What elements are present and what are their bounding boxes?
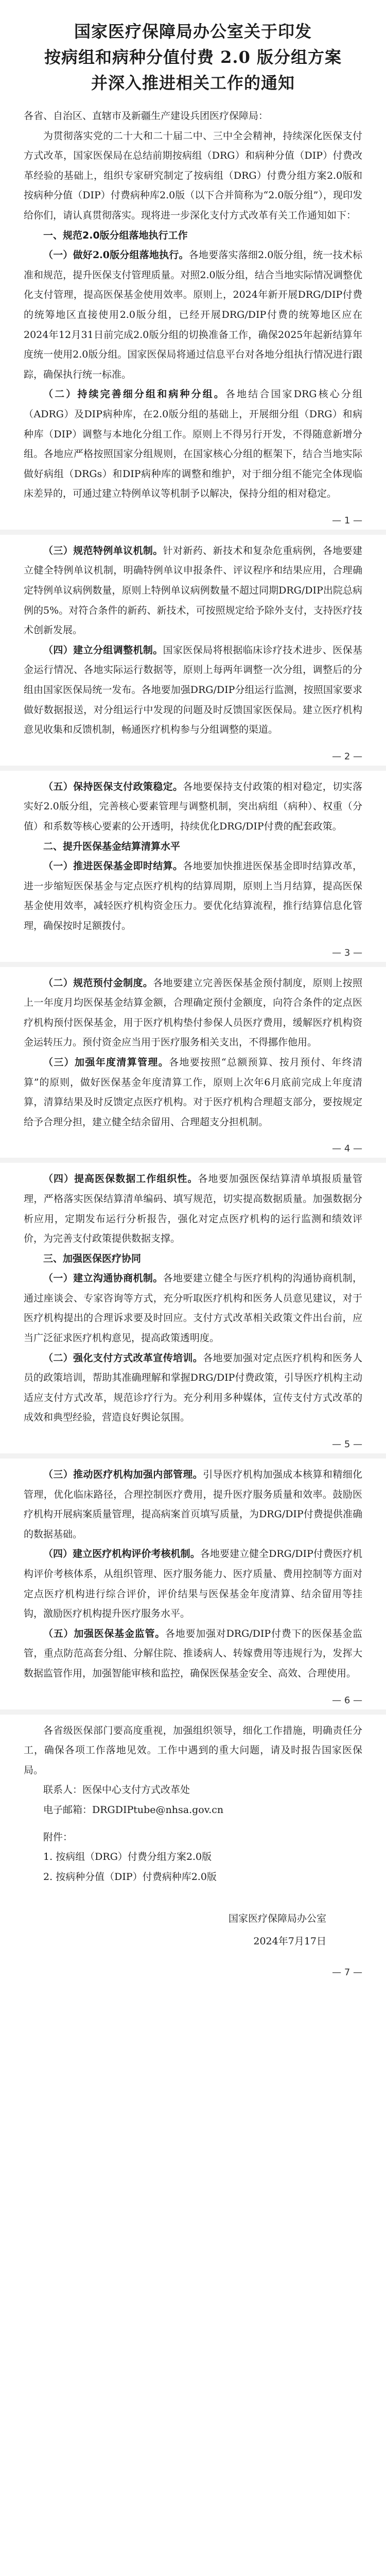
intro-paragraph: 为贯彻落实党的二十大和二十届二中、三中全会精神，持续深化医保支付方式改革，国家医保局在总结前期按病组（DRG）和病种分值（DIP）付费改革经验的基础上，组织专家研究制定了按病组（DRG）付费分组方案2.0版和按病种分值（DIP）付费病种库2.0版（以下合并简称为“2.0版分组”），现印发给你们，请认真贯彻落实。现将进一步深化支付方式改革有关工作通知如下： [24,130,362,221]
section-2-item-2: （二）规范预付金制度。各地要建立完善医保基金预付制度，原则上按照上一年度月均医保基金结算金额，合理确定预付金额度，向符合条件的定点医疗机构预付医保基金，用于医疗机构垫付参保人员医疗费用，缓解医疗机构资金运转压力。预付资金应当用于医疗服务相关支出，不得挪作他用。 [24,977,362,1048]
page-separator [0,1453,386,1459]
document-title [0,0,386,96]
section-2-item-3: （三）加强年度清算管理。各地要按照“总额预算、按月预付、年终清算”的原则，做好医保基金年度清算工作，原则上次年6月底前完成上年度清算，清算结果及时反馈定点医疗机构。对于医疗机构合理超支部分，要按规定给予合理分担，建立健全结余留用、合理超支分担机制。 [24,1056,362,1128]
section-1-item-2: （二）持续完善细分组和病种分组。各地结合国家DRG核心分组（ADRG）及DIP病种库，在2.0版分组的基础上，开展细分组（DRG）和病种库（DIP）调整与本地化分组工作。原则上不得另行开发，不得随意新增分组。各地应严格按照国家分组规则，在国家核心分组的框架下，结合当地实际做好病组（DRGs）和DIP病种库的调整和维护，对于细分组不能完全体现临床差异的，可通过建立特例单议等机制予以解决，保持分组的相对稳定。 [24,388,362,500]
page-separator [0,1158,386,1163]
page-break-5 [24,1428,362,1465]
page-number: — 6 — [332,1694,362,1706]
page-separator [0,530,386,535]
section-1-item-3: （三）规范特例单议机制。针对新药、新技术和复杂危重病例，各地要建立健全特例单议机制，明确特例单议申报条件、评议程序和结果应用，合理确定特例单议病例数量，原则上特例单议病例数量不超过同期DRG/DIP出院总病例的5%。对符合条件的新药、新技术，可按照规定给予除外支付，支持医疗技术创新发展。 [24,545,362,636]
page-break-3 [24,936,362,973]
section-2-item-4: （四）提高医保数据工作组织性。各地要加强医保结算清单填报质量管理，严格落实医保结算清单编码、填写规范，切实提高数据质量。加强数据分析应用，定期发布运行分析报告，强化对定点医疗机构的运行监测和绩效评价，为完善支付政策提供数据支撑。 [24,1173,362,1245]
attachment-item-1[interactable]: 1. 按病组（DRG）付费分组方案2.0版 [43,1851,212,1863]
attachment-item-2[interactable]: 2. 按病种分值（DIP）付费病种库2.0版 [43,1871,217,1883]
section-1-item-1: （一）做好2.0版分组落地执行。各地要落实落细2.0版分组，统一技术标准和规范，提升医保支付管理质量。对照2.0版分组，结合当地实际情况调整优化支付管理，提高医保基金使用效率。原则上，2024年新开展DRG/DIP付费的统筹地区直接使用2.0版分组，已经开展DRG/DIP付费的统筹地区应在2024年12月31日前完成2.0版分组的切换准备工作，确保2025年起新结算年度统一使用2.0版分组。国家医保局将通过信息平台对各地分组执行情况进行跟踪，确保执行统一标准。 [24,249,363,380]
attachments [24,1827,362,1887]
page-number: — 3 — [332,947,362,958]
title-line-2: 按病组和病种分值付费 2.0 版分组方案 [44,47,342,67]
section-1-item-4: （四）建立分组调整机制。国家医保局将根据临床诊疗技术进步、医保基金运行情况、各地实际运行数据等，原则上每两年调整一次分组，调整后的分组由国家医保局统一发布。各地要加强DRG/DIP分组运行监测，按照国家要求做好数据报送，对分组运行中发现的问题及时反馈国家医保局。建立医疗机构意见收集和反馈机制，畅通医疗机构参与分组调整的渠道。 [24,644,362,736]
page-number: — 1 — [332,515,362,526]
section-1-heading: 一、规范2.0版分组落地执行工作 [43,229,188,241]
issue-date: 2024年7月17日 [253,1936,326,1947]
section-3-item-2: （二）强化支付方式改革宣传培训。各地要加强对定点医疗机构和医务人员的政策培训，帮助其准确理解和掌握DRG/DIP付费政策，引导医疗机构主动适应支付方式改革，规范诊疗行为。充分利用多种媒体，宣传支付方式改革的成效和典型经验，营造良好舆论氛围。 [24,1352,362,1423]
section-3-item-4: （四）建立医疗机构评价考核机制。各地要建立健全DRG/DIP付费医疗机构评价考核体系，从组织管理、医疗服务能力、医疗质量、费用控制等方面对定点医疗机构进行综合评价，评价结果与医保基金年度清算、结余留用等挂钩，激励医疗机构提升医疗服务水平。 [24,1548,362,1620]
section-3-item-3: （三）推动医疗机构加强内部管理。引导医疗机构加强成本核算和精细化管理，优化临床路径，合理控制医疗费用，提升医疗服务质量和效率。鼓励医疗机构开展病案质量管理，提高病案首页填写质量，为DRG/DIP付费提供准确的数据基础。 [24,1469,362,1540]
contact-line: 联系人：医保中心支付方式改革处 [43,1784,190,1796]
page-number: — 7 — [332,1967,362,1978]
page-number: — 2 — [332,751,362,762]
page-separator [0,962,386,967]
email-line[interactable]: 电子邮箱：DRGDIPtube@nhsa.gov.cn [43,1804,224,1816]
closing-paragraph: 各省级医保部门要高度重视，加强组织领导，细化工作措施，明确责任分工，确保各项工作落地见效。工作中遇到的重大问题，请及时报告国家医保局。 [24,1724,362,1776]
page-break-2 [24,740,362,777]
section-3-item-1: （一）建立沟通协商机制。各地要建立健全与医疗机构的沟通协商机制，通过座谈会、专家咨询等方式，充分听取医疗机构和医务人员意见建议，对于医疗机构提出的合理诉求要及时回应。支付方式改革相关政策文件出台前，应当广泛征求医疗机构意见，提高政策透明度。 [24,1273,362,1344]
page-number: — 5 — [332,1439,362,1450]
document-body [0,96,386,1983]
recipient: 各省、自治区、直辖市及新疆生产建设兵团医疗保障局： [24,110,269,122]
section-2-item-1: （一）推进医保基金即时结算。各地要加快推进医保基金即时结算改革，进一步缩短医保基金与定点医疗机构的结算周期，原则上当月结算，提高医保基金使用效率，减轻医疗机构资金压力。要优化结算流程，推行结算信息化管理，确保按时足额拨付。 [24,860,362,931]
signer-name: 国家医疗保障局办公室 [228,1913,326,1925]
signature-block [24,1907,362,1953]
page-separator [0,1709,386,1715]
page-break-1 [24,504,362,541]
attachment-label: 附件： [43,1831,73,1843]
section-2-heading: 二、提升医保基金结算清算水平 [43,840,181,852]
page-separator [0,766,386,771]
page-break-6 [24,1684,362,1721]
section-3-item-5: （五）加强医保基金监管。各地要加强对DRG/DIP付费下的医保基金监管，重点防范高套分组、分解住院、推诿病人、转嫁费用等违规行为，发挥大数据监管作用，加强智能审核和监控，确保医保基金安全、高效、合理使用。 [24,1628,362,1679]
page-break-4 [24,1132,362,1169]
section-1-item-5: （五）保持医保支付政策稳定。各地要保持支付政策的相对稳定，切实落实好2.0版分组，完善核心要素管理与调整机制，突出病组（病种）、权重（分值）和系数等核心要素的公开透明，持续优化DRG/DIP付费的配套政策。 [24,781,362,832]
section-3-heading: 三、加强医保医疗协同 [43,1252,142,1264]
page-number: — 4 — [332,1143,362,1155]
title-line-3: 并深入推进相关工作的通知 [91,73,295,93]
title-line-1: 国家医疗保障局办公室关于印发 [74,22,312,41]
